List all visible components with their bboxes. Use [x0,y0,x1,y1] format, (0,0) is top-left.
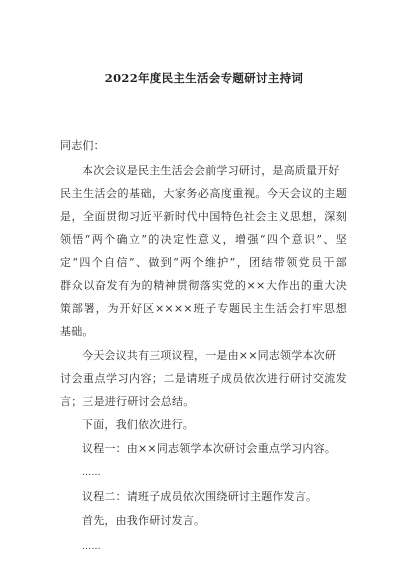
next-line: 下面，我们依次进行。 [82,418,194,431]
ellipsis-1: …… [82,468,101,478]
document-title: 2022年度民主生活会专题研讨主持词 [104,71,304,85]
paragraph1-line-2: 民主生活会的基础，大家务必高度重视。今天会议的主题 [60,187,347,200]
paragraph2-line-3: 言；三是进行研讨会总结。 [60,395,195,408]
paragraph1-line-6: 群众以奋发有为的精神贯彻落实党的××大作出的重大决 [60,279,347,292]
paragraph2-line-2: 讨会重点学习内容；二是请班子成员依次进行研讨交流发 [60,372,347,385]
paragraph2-line-1: 今天会议共有三项议程，一是由××同志领学本次研 [82,349,337,362]
paragraph1-line-7: 策部署，为开好区××××班子专题民主生活会打牢思想 [60,302,347,315]
paragraph1-line-1: 本次会议是民主生活会会前学习研讨，是高质量开好 [82,164,340,177]
agenda-item-2: 议程二：请班子成员依次围绕研讨主题作发言。 [82,490,318,503]
ellipsis-2: …… [82,542,101,552]
agenda-item-1: 议程一：由××同志领学本次研讨会重点学习内容。 [82,442,337,455]
paragraph1-line-5: 定“四个自信”、做到“两个维护”，团结带领党员干部 [60,256,347,269]
first-speaker-line: 首先，由我作研讨发言。 [82,514,206,527]
paragraph1-line-8: 基础。 [60,325,94,338]
salutation: 同志们： [60,139,105,152]
paragraph1-line-4: 领悟“两个确立”的决定性意义，增强“四个意识”、坚 [60,233,347,246]
paragraph1-line-3: 是，全面贯彻习近平新时代中国特色社会主义思想，深刻 [60,210,347,223]
